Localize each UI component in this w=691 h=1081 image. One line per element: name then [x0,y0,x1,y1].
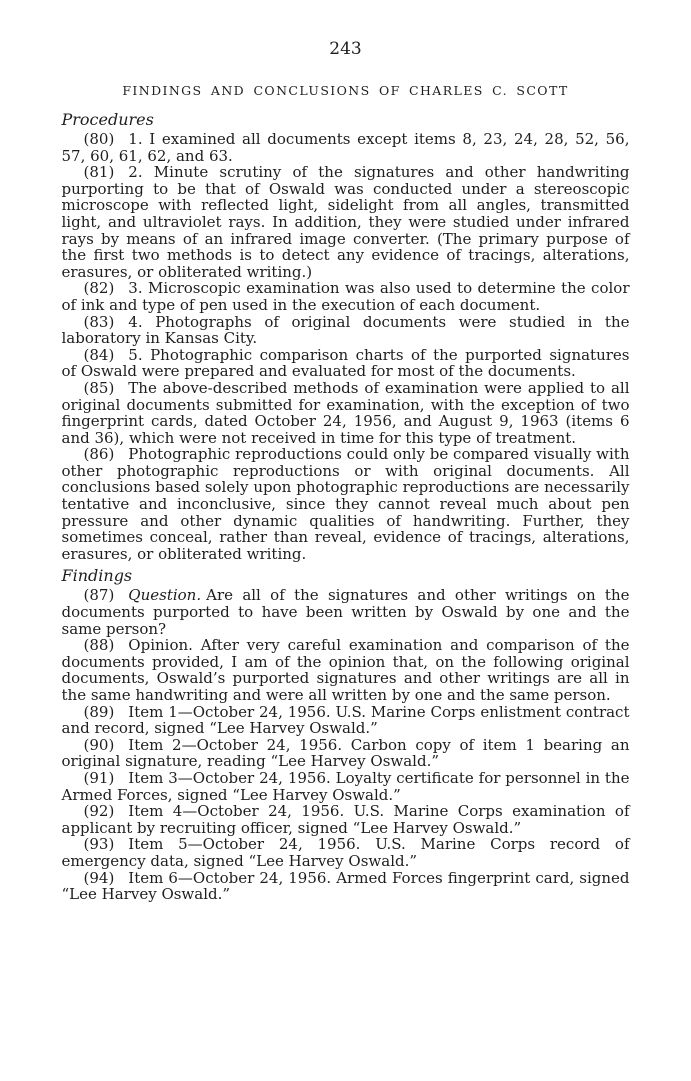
paragraph-text: 2. Minute scrutiny of the signatures and other handwriting purporting to be that of Oswald was conducted under a stereoscopic microscope with reflected light, sidelight from all angles, transmitted light, and ultraviolet rays. In addition, they were studied under infrared rays by means of an infrared image converter. (The primary purpose of the first two methods is to detect any evidence of tracings, alterations, erasures, or obliterated writing.) [61,163,630,281]
paragraph-number: (92) [83,802,115,821]
paragraph-92 [62,803,630,836]
paragraph-number: (93) [83,835,115,854]
section-title-findings: Findings [61,566,133,586]
paragraph-84 [62,347,630,380]
document-heading: FINDINGS AND CONCLUSIONS OF CHARLES C. SCOTT [122,83,569,98]
paragraph-93 [62,836,630,869]
paragraph-number: (94) [83,868,115,887]
paragraph-85 [62,380,630,446]
paragraph-text: 5. Photographic comparison charts of the purported signatures of Oswald were prepared and evaluated for most of the documents. [61,345,630,381]
paragraph-86 [62,446,630,562]
paragraph-lead-italic: Question. [128,586,202,605]
text-block [62,111,630,903]
paragraph-94 [62,870,630,903]
paragraph-number: (86) [83,445,115,464]
paragraph-81 [62,164,630,280]
paragraph-text: Item 3—October 24, 1956. Loyalty certificate for personnel in the Armed Forces, signed “Lee Harvey Oswald.” [61,768,630,804]
paragraph-number: (91) [83,768,115,787]
paragraph-text: Item 2—October 24, 1956. Carbon copy of item 1 bearing an original signature, reading “Lee Harvey Oswald.” [61,735,630,771]
paragraph-number: (84) [83,345,115,364]
paragraph-number: (82) [83,279,115,298]
paragraph-number: (88) [83,636,115,655]
paragraph-91 [62,770,630,803]
paragraph-text: The above-described methods of examination were applied to all original documents submitted for examination, with the exception of two fingerprint cards, dated October 24, 1956, and August 9, 1963 (items 6 and 36), which were not received in time for this type of treatment. [61,378,630,447]
paragraph-text: Item 1—October 24, 1956. U.S. Marine Corps enlistment contract and record, signed “Lee Harvey Oswald.” [61,702,630,738]
paragraph-89 [62,704,630,737]
page-number: 243 [329,39,362,59]
paragraph-number: (90) [83,735,115,754]
paragraph-number: (85) [83,378,115,397]
section-title-procedures: Procedures [61,110,154,129]
paragraph-number: (80) [83,130,115,148]
paragraph-number: (89) [83,702,115,721]
paragraph-text: Photographic reproductions could only be compared visually with other photographic reproductions or with original documents. All conclusions based solely upon photographic reproductions are necessarily tentative and inconclusive, since they cannot reveal much about pen pressure and other dynamic qualities of handwriting. Further, they sometimes conceal, rather than reveal, evidence of tracings, alterations, erasures, or obliterated writing. [61,445,630,563]
paragraph-83 [62,314,630,347]
paragraph-text: Are all of the signatures and other writings on the documents purported to have been written by Oswald by one and the same person? [61,586,630,638]
paragraph-text: Item 4—October 24, 1956. U.S. Marine Corps examination of applicant by recruiting officer, signed “Lee Harvey Oswald.” [61,802,630,837]
paragraph-text: 1. I examined all documents except items 8, 23, 24, 28, 52, 56, 57, 60, 61, 62, and 63. [61,130,630,165]
paragraph-80 [62,131,630,164]
paragraph-90 [62,737,630,770]
paragraph-82 [62,280,630,313]
paragraph-text: 3. Microscopic examination was also used to determine the color of ink and type of pen used in the execution of each document. [61,279,630,314]
paragraph-number: (83) [83,312,115,331]
paragraph-text: Opinion. After very careful examination and comparison of the documents provided, I am of the opinion that, on the following original documents, Oswald’s purported signatures and other writings are all in the same handwriting and were all written by one and the same person. [61,636,630,704]
paragraph-text: Item 6—October 24, 1956. Armed Forces fingerprint card, signed “Lee Harvey Oswald.” [61,868,630,904]
paragraph-text: Item 5—October 24, 1956. U.S. Marine Corps record of emergency data, signed “Lee Harvey Oswald.” [61,835,630,870]
paragraph-text: 4. Photographs of original documents were studied in the laboratory in Kansas City. [61,312,630,348]
paragraph-number: (81) [83,163,115,182]
paragraph-number: (87) [83,586,115,605]
paragraph-88 [62,637,630,703]
paragraph-87 [62,587,630,637]
